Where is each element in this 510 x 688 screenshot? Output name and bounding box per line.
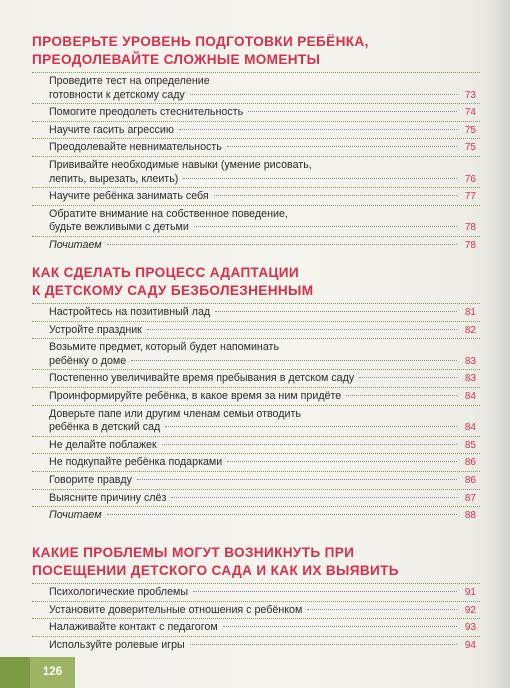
- page-number: 126: [30, 657, 75, 688]
- dot-leader: [107, 514, 457, 515]
- toc-entry[interactable]: [32, 453, 480, 471]
- toc-entry-title: готовности к детскому саду: [49, 88, 185, 101]
- toc-entry-title: Психологические проблемы: [49, 586, 189, 598]
- toc-entry[interactable]: [32, 338, 480, 369]
- page-number-bar: [0, 657, 30, 688]
- dot-leader: [359, 377, 457, 378]
- toc-page-number: 76: [464, 173, 476, 185]
- toc-entry-title: Устройте праздник: [49, 323, 142, 336]
- toc-page-number: 78: [464, 239, 476, 251]
- toc-page-number: 82: [464, 324, 476, 336]
- dot-leader: [346, 395, 457, 396]
- dot-leader: [137, 479, 457, 480]
- dot-leader: [227, 461, 457, 462]
- toc-entry-title: Прививайте необходимые навыки (умение рисовать,: [49, 158, 312, 171]
- dot-leader: [107, 244, 457, 245]
- toc-page-number: 78: [464, 222, 476, 234]
- toc-entry[interactable]: [32, 72, 480, 103]
- dot-leader: [179, 129, 457, 130]
- dot-leader: [215, 311, 457, 312]
- toc-entry-title: Настройтесь на позитивный лад: [49, 306, 211, 318]
- toc-entry[interactable]: [32, 387, 480, 405]
- toc-section-preparation: [32, 33, 480, 254]
- toc-entry[interactable]: [32, 489, 480, 507]
- toc-entry[interactable]: [32, 436, 480, 454]
- toc-entry[interactable]: [32, 205, 480, 236]
- dot-leader: [131, 360, 457, 361]
- section-heading: [32, 264, 480, 299]
- toc-entry[interactable]: [32, 236, 480, 254]
- section-heading-line: ПРЕОДОЛЕВАЙТЕ СЛОЖНЫЕ МОМЕНТЫ: [32, 51, 321, 67]
- toc-entry-title: Проведите тест на определение: [49, 75, 210, 87]
- toc-entry-title: ребёнка в детский сад: [49, 421, 161, 434]
- dot-leader: [194, 226, 457, 227]
- toc-page-number: 84: [464, 422, 476, 434]
- toc-entry-title: Не делайте поблажек: [49, 438, 157, 451]
- dot-leader: [307, 609, 457, 610]
- toc-entry-title: Помогите преодолеть стеснительность: [49, 106, 244, 119]
- toc-entry-title: Возьмите предмет, который будет напоминать: [49, 341, 280, 354]
- dot-leader: [248, 111, 457, 112]
- section-heading-line: К ДЕТСКОМУ САДУ БЕЗБОЛЕЗНЕННЫМ: [32, 282, 314, 298]
- toc-entry[interactable]: [32, 405, 480, 436]
- toc-entry-title: лепить, вырезать, клеить): [49, 172, 179, 185]
- toc-entry[interactable]: [32, 156, 480, 187]
- dot-leader: [147, 329, 457, 330]
- dot-leader: [162, 444, 457, 445]
- dot-leader: [214, 195, 457, 196]
- toc-section-adaptation: [32, 264, 480, 524]
- dot-leader: [223, 626, 457, 627]
- toc-page-number: 86: [464, 457, 476, 469]
- toc-entry[interactable]: [32, 618, 480, 636]
- toc-page-number: 92: [464, 604, 476, 616]
- toc-entry-title: Научите гасить агрессию: [49, 123, 174, 136]
- toc-entry[interactable]: [32, 303, 480, 321]
- toc-page-number: 87: [464, 492, 476, 504]
- toc-entry-title: ребёнку о доме: [49, 354, 127, 367]
- toc-entry[interactable]: [32, 636, 480, 654]
- toc-section-problems: [32, 544, 480, 653]
- toc-page-number: 94: [464, 639, 476, 651]
- dot-leader: [193, 591, 457, 592]
- toc-page-number: 75: [464, 142, 476, 154]
- page-gutter-shadow: [488, 0, 510, 688]
- toc-entry-title: Не подкупайте ребёнка подарками: [49, 456, 223, 469]
- toc-page-number: 85: [464, 439, 476, 451]
- section-heading-line: КАК СДЕЛАТЬ ПРОЦЕСС АДАПТАЦИИ: [32, 265, 300, 280]
- toc-entry[interactable]: [32, 103, 480, 121]
- toc-page-number: 83: [464, 373, 476, 385]
- toc-entry[interactable]: [32, 506, 480, 524]
- section-heading-line: ПОСЕЩЕНИИ ДЕТСКОГО САДА И КАК ИХ ВЫЯВИТЬ: [32, 562, 399, 578]
- toc-page-number: 86: [464, 474, 476, 486]
- toc-entry-title: Выясните причину слёз: [49, 491, 167, 504]
- toc-entry-title: Используйте ролевые игры: [49, 638, 185, 651]
- toc-entry[interactable]: [32, 471, 480, 489]
- toc-entry-title: Налаживайте контакт с педагогом: [49, 621, 218, 634]
- dot-leader: [171, 497, 457, 498]
- toc-page-number: 93: [464, 622, 476, 634]
- toc-page-number: 73: [464, 89, 476, 101]
- toc-entry-title: Научите ребёнка занимать себя: [49, 190, 209, 203]
- toc-entry-title: Установите доверительные отношения с ребёнком: [49, 603, 303, 616]
- section-heading: [32, 544, 480, 579]
- toc-entry[interactable]: [32, 369, 480, 387]
- toc-entry[interactable]: [32, 121, 480, 139]
- toc-page-number: 84: [464, 390, 476, 402]
- toc-entry[interactable]: [32, 138, 480, 156]
- toc-entry[interactable]: [32, 321, 480, 339]
- toc-page-number: 74: [464, 107, 476, 119]
- toc-entry-title: Обратите внимание на собственное поведение,: [49, 207, 288, 220]
- toc-page-number: 77: [464, 191, 476, 203]
- toc-page-number: 81: [464, 307, 476, 318]
- toc-entry-title: будьте вежливыми с детьми: [49, 221, 189, 234]
- section-heading-line: КАКИЕ ПРОБЛЕМЫ МОГУТ ВОЗНИКНУТЬ ПРИ: [32, 545, 355, 560]
- toc-entry-title: Почитаем: [49, 509, 102, 522]
- toc-page-number: 83: [464, 355, 476, 367]
- toc-page-number: 91: [464, 587, 476, 598]
- toc-entry-title: Говорите правду: [49, 473, 132, 486]
- toc-page-number: 75: [464, 124, 476, 136]
- dot-leader: [190, 94, 457, 95]
- toc-entry-title: Преодолевайте невнимательность: [49, 141, 222, 154]
- toc-entry-title: Проинформируйте ребёнка, в какое время за ним придёте: [49, 389, 342, 402]
- toc-entry-title: Постепенно увеличивайте время пребывания в детском саду: [49, 372, 355, 385]
- dot-leader: [183, 178, 457, 179]
- dot-leader: [190, 644, 457, 645]
- dot-leader: [227, 146, 457, 147]
- section-heading-line: ПРОВЕРЬТЕ УРОВЕНЬ ПОДГОТОВКИ РЕБЁНКА,: [32, 34, 369, 49]
- toc-entry[interactable]: [32, 187, 480, 205]
- toc-entry[interactable]: [32, 583, 480, 601]
- toc-entry-title: Почитаем: [49, 238, 102, 251]
- dot-leader: [165, 426, 457, 427]
- toc-page-number: 88: [464, 510, 476, 522]
- toc-entry-title: Доверьте папе или другим членам семьи отводить: [49, 407, 301, 420]
- section-heading: [32, 33, 480, 68]
- toc-entry[interactable]: [32, 601, 480, 619]
